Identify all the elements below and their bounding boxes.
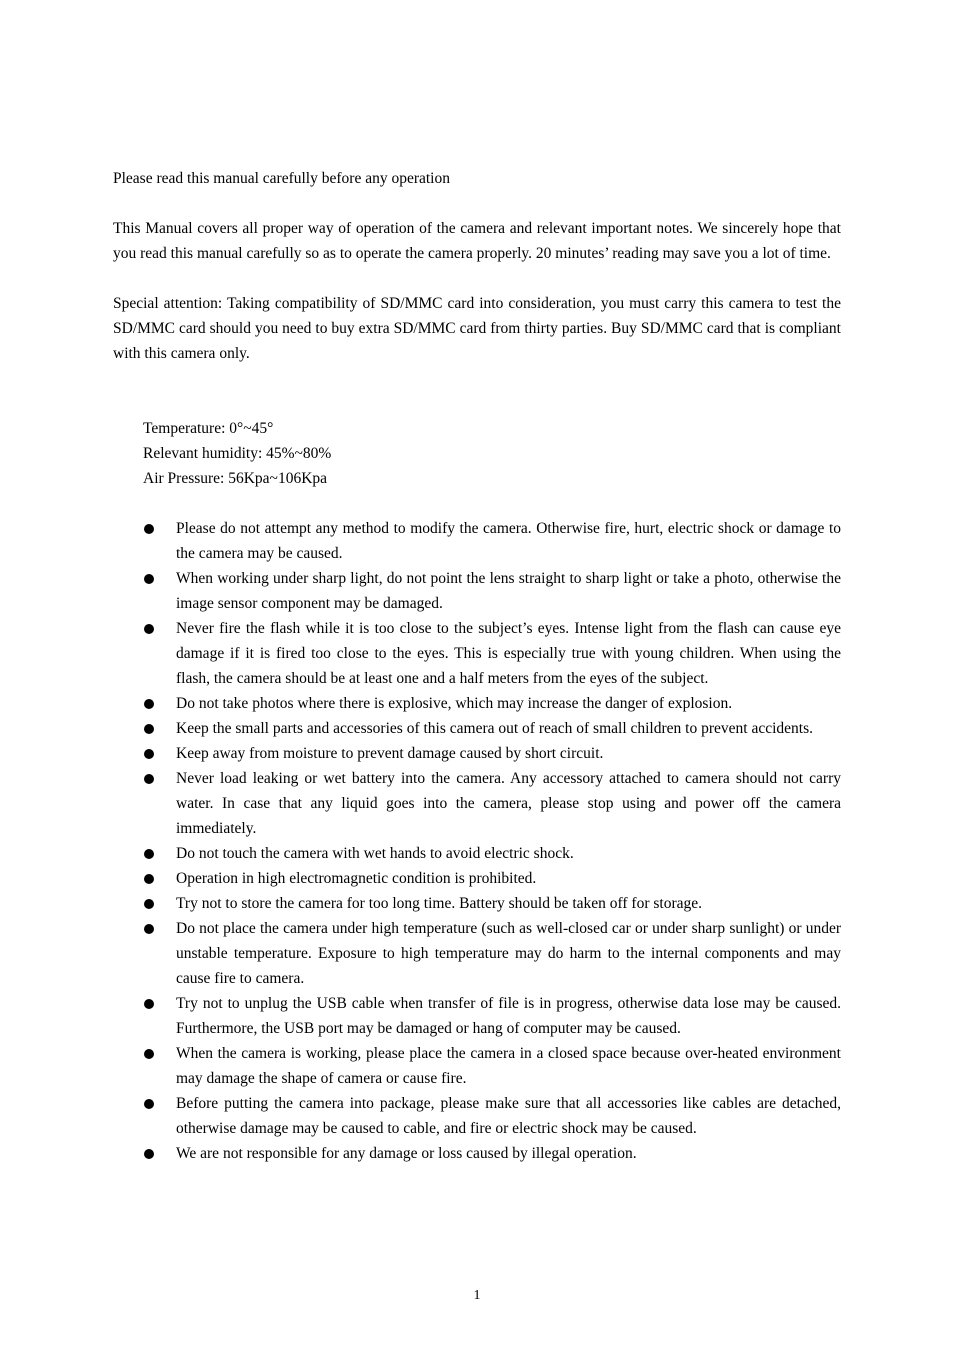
list-item-text: Keep away from moisture to prevent damage caused by short circuit.: [176, 745, 604, 762]
list-item-text: Before putting the camera into package, please make sure that all accessories like cables are detached, otherwise damage may be caused to cable, and fire or electric shock may be caused.: [176, 1095, 841, 1137]
bullet-icon: [144, 1049, 154, 1059]
bullet-icon: [144, 1149, 154, 1159]
bullet-icon: [144, 999, 154, 1009]
bullet-icon: [144, 1099, 154, 1109]
manual-page: [113, 166, 841, 1166]
humidity-condition: Relevant humidity: 45%~80%: [143, 445, 332, 462]
bullet-icon: [144, 849, 154, 859]
list-item-text: When working under sharp light, do not point the lens straight to sharp light or take a photo, otherwise the image sensor component may be damaged.: [176, 570, 841, 612]
list-item-text: Never fire the flash while it is too close to the subject’s eyes. Intense light from the flash can cause eye damage if it is fired too close to the eyes. This is especially true with young children. When using the flash, the camera should be at least one and a half meters from the eyes of the subject.: [176, 620, 841, 687]
temperature-condition: Temperature: 0°~45°: [143, 420, 274, 437]
page-number: 1: [473, 1288, 481, 1303]
list-item: [113, 841, 841, 866]
list-item-text: We are not responsible for any damage or loss caused by illegal operation.: [176, 1145, 637, 1162]
special-attention-paragraph: Special attention: Taking compatibility of SD/MMC card into consideration, you must carry this camera to test the SD/MMC card should you need to buy extra SD/MMC card from thirty parties. Buy SD/MMC card that is compliant with this camera only.: [113, 295, 841, 362]
bullet-icon: [144, 924, 154, 934]
bullet-icon: [144, 624, 154, 634]
list-item-text: Please do not attempt any method to modify the camera. Otherwise fire, hurt, electric shock or damage to the camera may be caused.: [176, 520, 841, 562]
list-item-text: Do not place the camera under high temperature (such as well-closed car or under sharp sunlight) or under unstable temperature. Exposure to high temperature may do harm to the internal components and may cause fire to camera.: [176, 920, 841, 987]
bullet-icon: [144, 874, 154, 884]
list-item-text: When the camera is working, please place the camera in a closed space because over-heated environment may damage the shape of camera or cause fire.: [176, 1045, 841, 1087]
list-item-text: Try not to store the camera for too long time. Battery should be taken off for storage.: [176, 895, 703, 912]
list-item-text: Try not to unplug the USB cable when transfer of file is in progress, otherwise data lose may be caused. Furthermore, the USB port may be damaged or hang of computer may be caused.: [176, 995, 841, 1037]
bullet-icon: [144, 524, 154, 534]
list-item: [113, 1041, 841, 1091]
operating-conditions: [143, 416, 841, 491]
list-item: [113, 616, 841, 691]
list-item-text: Never load leaking or wet battery into the camera. Any accessory attached to camera should not carry water. In case that any liquid goes into the camera, please stop using and power off the camera immediately.: [176, 770, 841, 837]
intro-paragraph: This Manual covers all proper way of operation of the camera and relevant important notes. We sincerely hope that you read this manual carefully so as to operate the camera properly. 20 minutes’ reading may save you a lot of time.: [113, 220, 841, 262]
list-item: [113, 716, 841, 741]
list-item-text: Do not touch the camera with wet hands to avoid electric shock.: [176, 845, 574, 862]
intro-heading: Please read this manual carefully before any operation: [113, 170, 450, 187]
bullet-icon: [144, 774, 154, 784]
list-item: [113, 1091, 841, 1141]
list-item: [113, 566, 841, 616]
list-item: [113, 741, 841, 766]
bullet-icon: [144, 699, 154, 709]
list-item-text: Keep the small parts and accessories of this camera out of reach of small children to prevent accidents.: [176, 720, 813, 737]
list-item: [113, 766, 841, 841]
list-item-text: Do not take photos where there is explosive, which may increase the danger of explosion.: [176, 695, 733, 712]
bullet-icon: [144, 724, 154, 734]
list-item: [113, 1141, 841, 1166]
list-item: [113, 516, 841, 566]
bullet-icon: [144, 574, 154, 584]
list-item-text: Operation in high electromagnetic condition is prohibited.: [176, 870, 537, 887]
list-item: [113, 991, 841, 1041]
air-pressure-condition: Air Pressure: 56Kpa~106Kpa: [143, 470, 328, 487]
warning-list: [113, 516, 841, 1166]
list-item: [113, 866, 841, 891]
bullet-icon: [144, 899, 154, 909]
list-item: [113, 916, 841, 991]
list-item: [113, 691, 841, 716]
bullet-icon: [144, 749, 154, 759]
list-item: [113, 891, 841, 916]
